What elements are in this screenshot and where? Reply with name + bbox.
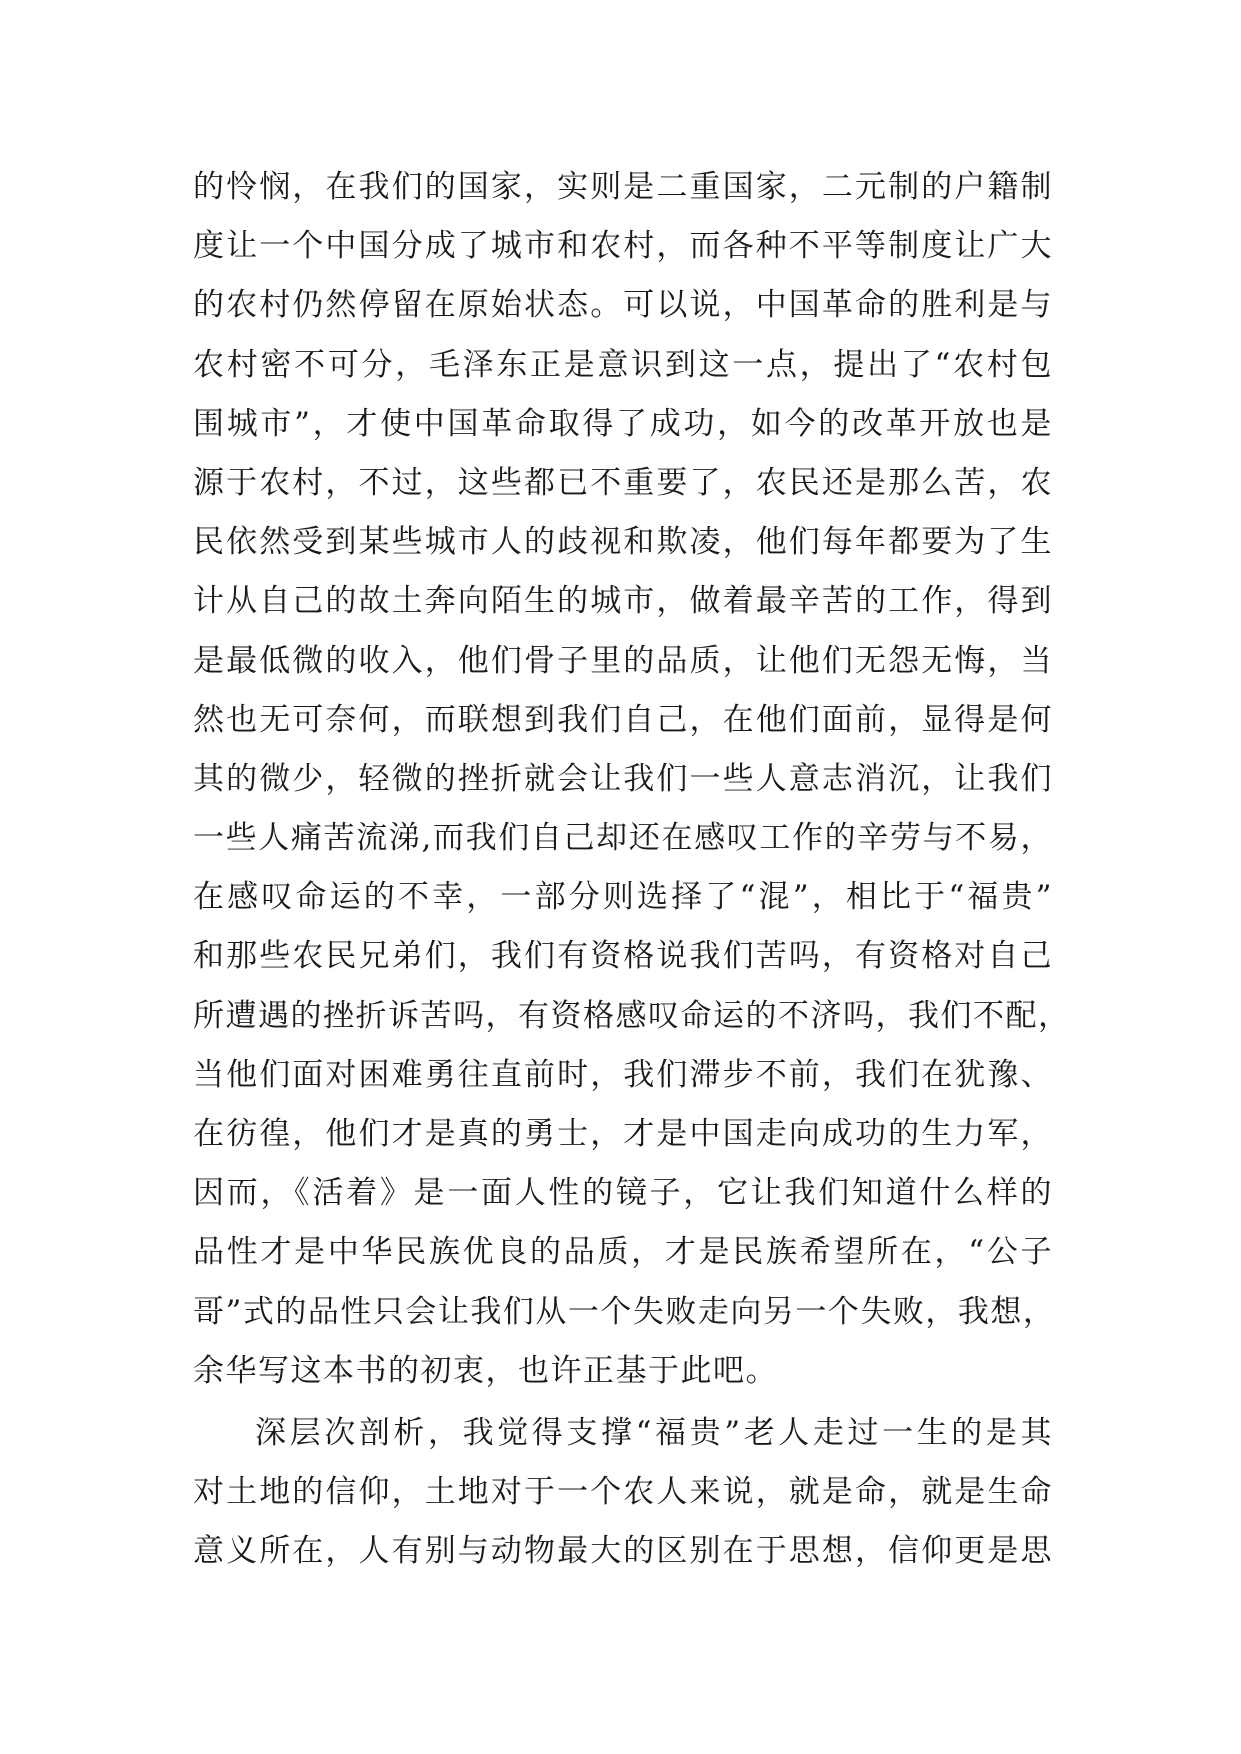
text-line: 因而，《活着》是一面人性的镜子，它让我们知道什么样的 (193, 1175, 1053, 1212)
text-line: 对土地的信仰，土地对于一个农人来说，就是命，就是生命 (193, 1474, 1053, 1511)
text-line: 余华写这本书的初衷，也许正基于此吧。 (193, 1352, 778, 1389)
text-line: 民依然受到某些城市人的歧视和欺凌，他们每年都要为了生 (193, 524, 1053, 561)
paragraph-1 (193, 158, 1071, 1401)
paragraph-2 (193, 1404, 1053, 1582)
text-line: 哥”式的品性只会让我们从一个失败走向另一个失败，我想， (193, 1293, 1056, 1330)
text-line: 源于农村，不过，这些都已不重要了，农民还是那么苦，农 (193, 464, 1053, 501)
body-text (193, 158, 1071, 1582)
text-line: 计从自己的故土奔向陌生的城市，做着最辛苦的工作，得到 (193, 583, 1053, 620)
text-line: 所遭遇的挫折诉苦吗，有资格感叹命运的不济吗，我们不配， (193, 997, 1071, 1034)
text-line: 一些人痛苦流涕,而我们自己却还在感叹工作的辛劳与不易， (193, 820, 1053, 857)
text-line: 和那些农民兄弟们，我们有资格说我们苦吗，有资格对自己 (193, 938, 1053, 975)
text-line: 是最低微的收入，他们骨子里的品质，让他们无怨无悔，当 (193, 642, 1053, 679)
text-line: 其的微少，轻微的挫折就会让我们一些人意志消沉，让我们 (193, 760, 1053, 797)
text-line: 的农村仍然停留在原始状态。可以说，中国革命的胜利是与 (193, 287, 1053, 324)
text-line: 的怜悯，在我们的国家，实则是二重国家，二元制的户籍制 (193, 169, 1053, 205)
text-line-indented: 深层次剖析，我觉得支撑“福贵”老人走过一生的是其 (255, 1414, 1053, 1451)
text-line: 在感叹命运的不幸，一部分则选择了“混”，相比于“福贵” (193, 879, 1053, 916)
text-line: 农村密不可分，毛泽东正是意识到这一点，提出了“农村包 (193, 346, 1053, 383)
text-line: 度让一个中国分成了城市和农村，而各种不平等制度让广大 (193, 228, 1053, 265)
text-line: 然也无可奈何，而联想到我们自己，在他们面前，显得是何 (193, 701, 1053, 738)
text-line: 在彷徨，他们才是真的勇士，才是中国走向成功的生力军， (193, 1116, 1053, 1152)
text-line: 品性才是中华民族优良的品质，才是民族希望所在，“公子 (193, 1234, 1053, 1271)
text-line: 围城市”，才使中国革命取得了成功，如今的改革开放也是 (193, 405, 1053, 442)
text-line: 当他们面对困难勇往直前时，我们滞步不前，我们在犹豫、 (193, 1056, 1053, 1093)
text-line: 意义所在，人有别与动物最大的区别在于思想，信仰更是思 (193, 1533, 1053, 1570)
